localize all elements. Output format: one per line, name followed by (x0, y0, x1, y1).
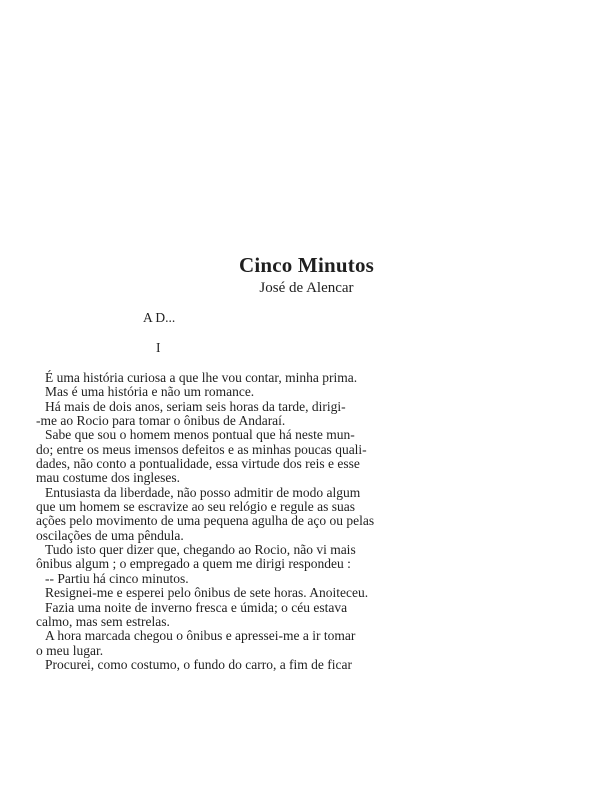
text-line: Fazia uma noite de inverno fresca e úmida; o céu estava (45, 599, 348, 615)
text-line: Sabe que sou o homem menos pontual que há neste mun- (45, 427, 355, 443)
text-line: -- Partiu há cinco minutos. (45, 570, 189, 586)
text-line: ônibus algum ; o empregado a quem me dirigi respondeu : (36, 556, 351, 572)
text-line: dades, não conto a pontualidade, essa virtude dos reis e esse (36, 456, 360, 472)
chapter-number: I (156, 340, 161, 355)
text-line: É uma história curiosa a que lhe vou contar, minha prima. (45, 370, 358, 385)
text-line: calmo, mas sem estrelas. (36, 613, 170, 629)
text-line: Mas é uma história e não um romance. (45, 384, 255, 400)
text-line: Tudo isto quer dizer que, chegando ao Rocio, não vi mais (45, 542, 356, 558)
body-text (36, 371, 392, 672)
text-line: Procurei, como costumo, o fundo do carro, a fim de ficar (45, 656, 353, 672)
text-line: que um homem se escravize ao seu relógio e regule as suas (36, 499, 356, 515)
text-line: Entusiasta da liberdade, não posso admitir de modo algum (45, 484, 361, 500)
dedication-line: A D... (143, 310, 176, 325)
text-line: oscilações de uma pêndula. (36, 527, 184, 543)
text-line: do; entre os meus imensos defeitos e as minhas poucas quali- (36, 441, 367, 457)
text-line: A hora marcada chegou o ônibus e apressei-me a ir tomar (45, 628, 356, 644)
text-line: mau costume dos ingleses. (36, 470, 180, 486)
page-title: Cinco Minutos (238, 253, 375, 277)
text-line: Resignei-me e esperei pelo ônibus de sete horas. Anoiteceu. (45, 585, 369, 601)
text-line: o meu lugar. (36, 642, 104, 658)
text-line: Há mais de dois anos, seriam seis horas da tarde, dirigi- (45, 398, 346, 414)
text-line: ações pelo movimento de uma pequena agulha de aço ou pelas (36, 513, 375, 529)
page-author: José de Alencar (259, 280, 354, 296)
text-line: -me ao Rocio para tomar o ônibus de Andaraí. (36, 413, 286, 429)
